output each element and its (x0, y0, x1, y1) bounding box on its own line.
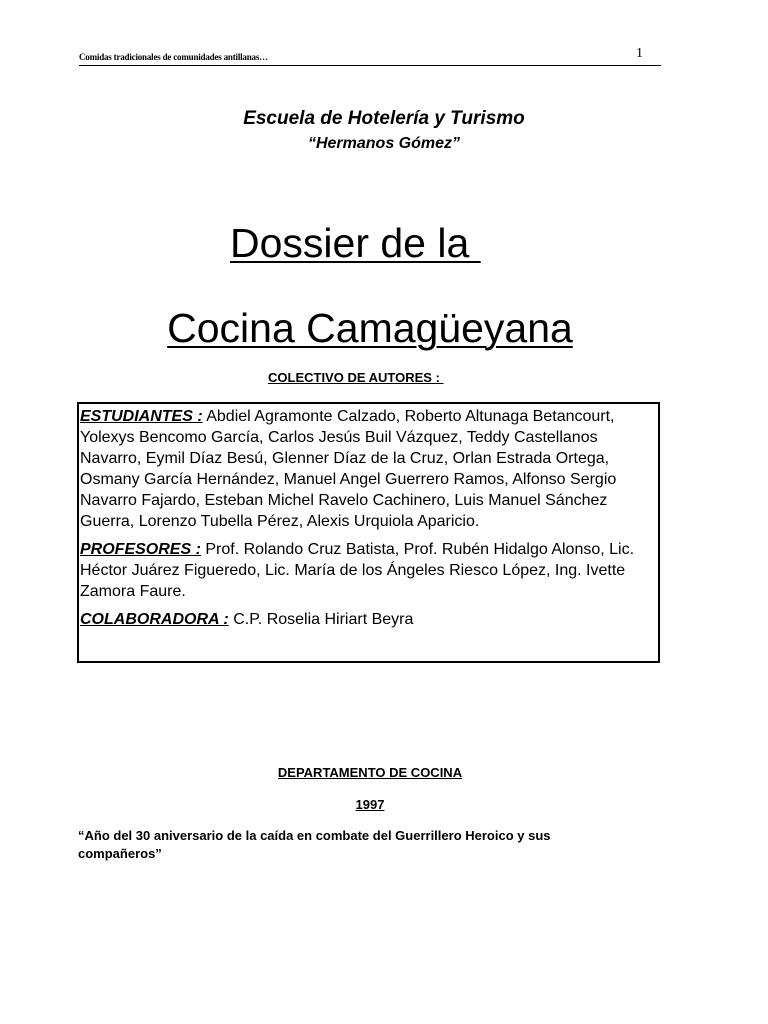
professors-list: Prof. Rolando Cruz Batista, Prof. Rubén Hidalgo Alonso, Lic. Héctor Juárez Figueredo, Lic. María de los Ángeles Riesco López, Ing. Ivette Zamora Faure. (80, 541, 635, 600)
school-name: Escuela de Hotelería y Turismo (243, 108, 525, 129)
department-name: DEPARTAMENTO DE COCINA (277, 765, 463, 780)
school-subtitle: “Hermanos Gómez” (307, 135, 461, 152)
students-paragraph (80, 406, 656, 532)
page-number: 1 (636, 46, 643, 61)
students-label: ESTUDIANTES : (80, 408, 203, 425)
document-title-line2: Cocina Camagüeyana (167, 305, 573, 351)
document-title-line1: Dossier de la (230, 220, 481, 266)
year-motto: “Año del 30 aniversario de la caída en combate del Guerrillero Heroico y sus compañeros” (78, 828, 551, 861)
professors-paragraph (80, 539, 656, 602)
professors-label: PROFESORES : (80, 541, 201, 558)
collaborator-name: C.P. Roselia Hiriart Beyra (233, 611, 414, 628)
publication-year: 1997 (355, 797, 385, 812)
running-title: Comidas tradicionales de comunidades antillanas… (79, 52, 268, 62)
running-header (79, 48, 661, 66)
authors-heading: COLECTIVO DE AUTORES : (268, 370, 444, 385)
authors-box (77, 402, 660, 663)
collaborator-label: COLABORADORA : (80, 611, 229, 628)
collaborator-paragraph (80, 609, 656, 630)
students-list: Abdiel Agramonte Calzado, Roberto Altunaga Betancourt, Yolexys Bencomo García, Carlos Jesús Buil Vázquez, Teddy Castellanos Navarro, Eymil Díaz Besú, Glenner Díaz de la Cruz, Orlan Estrada Ortega, Osmany García Hernández, Manuel Angel Guerrero Ramos, Alfonso Sergio Navarro Fajardo, Esteban Michel Ravelo Cachinero, Luis Manuel Sánchez Guerra, Lorenzo Tubella Pérez, Alexis Urquiola Aparicio. (80, 408, 617, 530)
